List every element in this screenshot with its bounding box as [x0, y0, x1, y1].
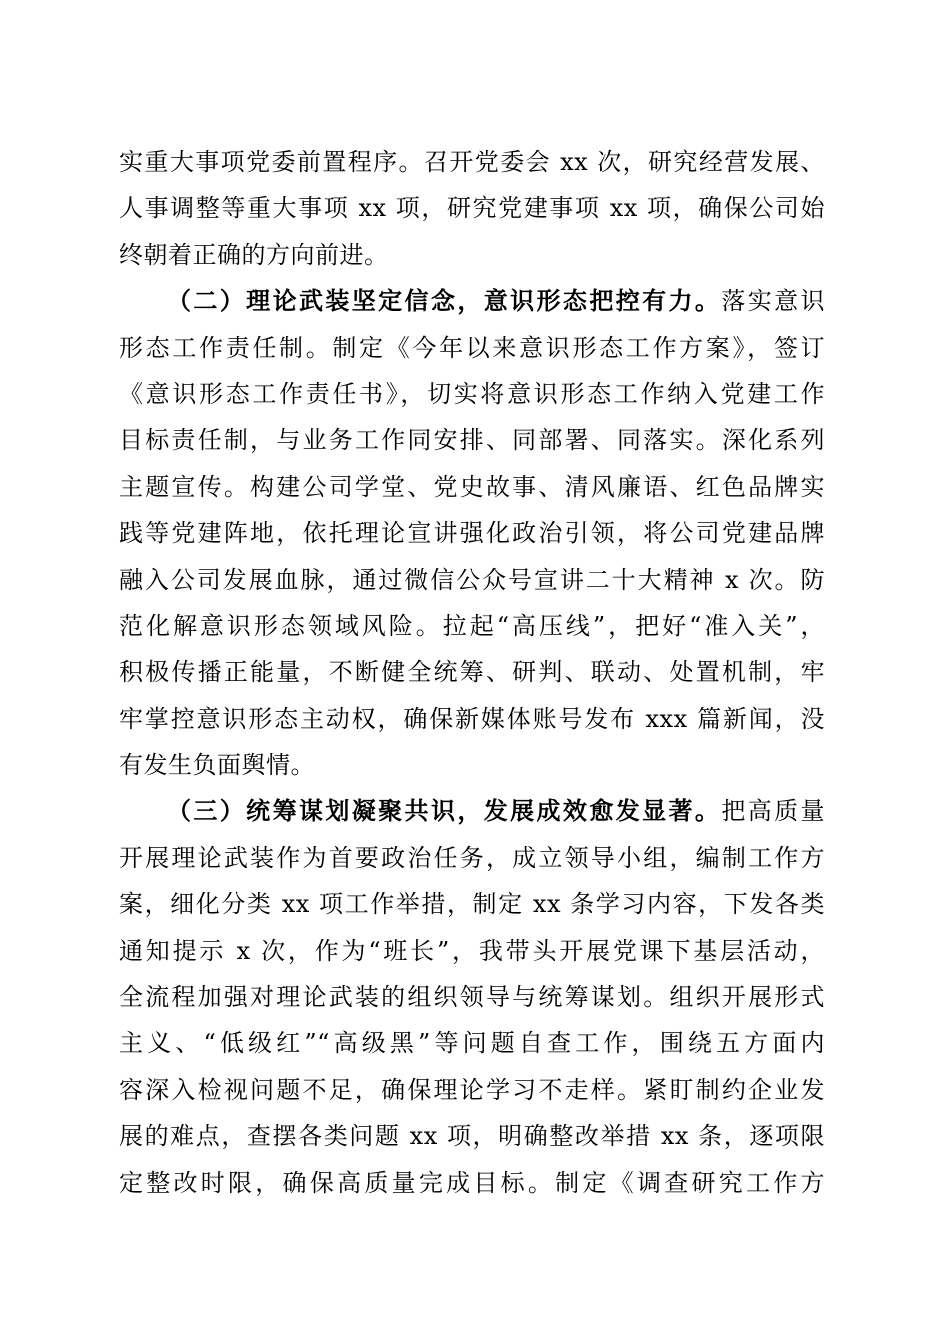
text-line: 通知提示 x 次，作为“班长”，我带头开展党课下基层活动，	[119, 936, 825, 965]
paragraph-first-line	[119, 278, 825, 324]
text-line: 实重大事项党委前置程序。召开党委会 xx 次，研究经营发展、	[119, 148, 825, 176]
paragraph-section-3	[119, 788, 825, 1206]
document-body	[119, 139, 825, 1206]
paragraph-continuation	[119, 139, 825, 278]
text-line: 终朝着正确的方向前进。	[119, 240, 389, 269]
text-line: 融入公司发展血脉，通过微信公众号宣讲二十大精神 x 次。防	[119, 565, 825, 594]
text-line: 主义、“低级红”“高级黑”等问题自查工作，围绕五方面内	[119, 1029, 825, 1058]
text-line: 范化解意识形态领域风险。拉起“高压线”，把好“准入关”，	[119, 611, 825, 640]
text-line: 有发生负面舆情。	[119, 751, 315, 780]
text-line: 容深入检视问题不足，确保理论学习不走样。紧盯制约企业发	[119, 1075, 825, 1104]
text-line: 牢掌控意识形态主动权，确保新媒体账号发布 xxx 篇新闻，没	[119, 704, 825, 733]
text-line: 展的难点，查摆各类问题 xx 项，明确整改举措 xx 条，逐项限	[119, 1122, 825, 1151]
heading-line-rest: 落实意识	[721, 287, 825, 316]
paragraph-first-line	[119, 788, 825, 834]
section-heading: （三）统筹谋划凝聚共识，发展成效愈发显著。	[167, 796, 722, 826]
text-line: 主题宣传。构建公司学堂、党史故事、清风廉语、红色品牌实	[119, 472, 825, 501]
text-line: 人事调整等重大事项 xx 项，研究党建事项 xx 项，确保公司始	[119, 194, 825, 223]
text-line: 案，细化分类 xx 项工作举措，制定 xx 条学习内容，下发各类	[119, 890, 825, 919]
text-line: 定整改时限，确保高质量完成目标。制定《调查研究工作方	[119, 1168, 825, 1197]
section-heading: （二）理论武装坚定信念，意识形态把控有力。	[167, 286, 722, 316]
text-line: 目标责任制，与业务工作同安排、同部署、同落实。深化系列	[119, 426, 825, 455]
text-line: 《意识形态工作责任书》，切实将意识形态工作纳入党建工作	[119, 379, 825, 408]
text-line: 开展理论武装作为首要政治任务，成立领导小组，编制工作方	[119, 843, 825, 872]
text-line: 积极传播正能量，不断健全统筹、研判、联动、处置机制，牢	[119, 658, 825, 687]
heading-line-rest: 把高质量	[721, 797, 825, 826]
text-line: 践等党建阵地，依托理论宣讲强化政治引领，将公司党建品牌	[119, 519, 825, 548]
text-line: 全流程加强对理论武装的组织领导与统筹谋划。组织开展形式	[119, 983, 825, 1012]
text-line: 形态工作责任制。制定《今年以来意识形态工作方案》，签订	[119, 333, 825, 362]
paragraph-section-2	[119, 278, 825, 788]
